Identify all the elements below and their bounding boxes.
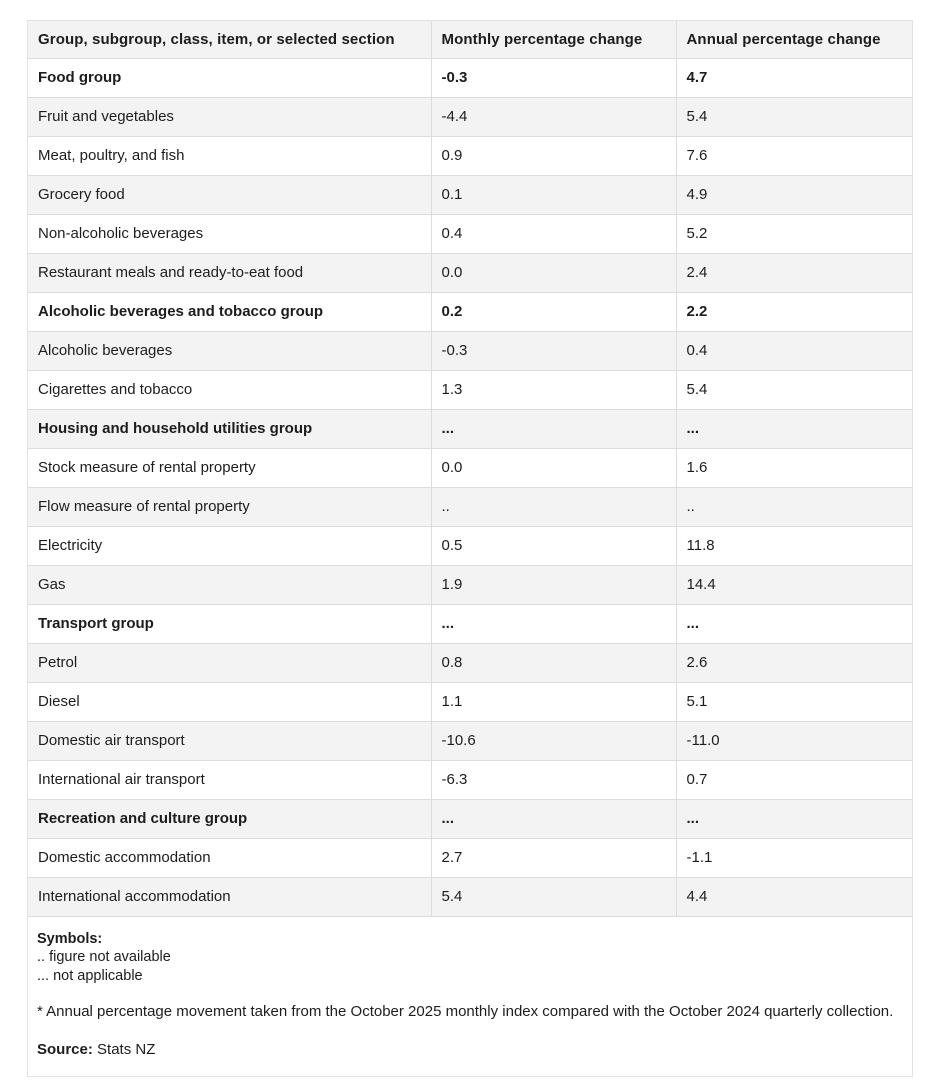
table-row xyxy=(28,799,912,838)
table-header xyxy=(28,21,912,58)
column-header-annual: Annual percentage change xyxy=(676,21,912,58)
table-row xyxy=(28,292,912,331)
symbol-legend-not-applicable: ... not applicable xyxy=(37,967,143,984)
cpi-table-container xyxy=(27,20,913,1077)
monthly-value-cell: 0.8 xyxy=(431,643,676,682)
row-label-cell: International air transport xyxy=(28,760,431,799)
footnotes-section xyxy=(28,917,912,1076)
row-label-cell: Housing and household utilities group xyxy=(28,409,431,448)
annual-value-cell: ... xyxy=(676,604,912,643)
row-label-cell: Alcoholic beverages xyxy=(28,331,431,370)
row-label-cell: Restaurant meals and ready-to-eat food xyxy=(28,253,431,292)
annual-value-cell: 5.4 xyxy=(676,370,912,409)
row-label-cell: Transport group xyxy=(28,604,431,643)
annual-value-cell: 0.7 xyxy=(676,760,912,799)
annual-value-cell: 5.1 xyxy=(676,682,912,721)
annual-value-cell: 1.6 xyxy=(676,448,912,487)
annual-value-cell: 2.6 xyxy=(676,643,912,682)
symbol-legend-figure-not-available: .. figure not available xyxy=(37,949,171,966)
annual-value-cell: 4.4 xyxy=(676,877,912,916)
row-label-cell: Diesel xyxy=(28,682,431,721)
monthly-value-cell: 0.4 xyxy=(431,214,676,253)
annual-value-cell: 5.4 xyxy=(676,97,912,136)
row-label-cell: Petrol xyxy=(28,643,431,682)
table-row xyxy=(28,604,912,643)
monthly-value-cell: 0.9 xyxy=(431,136,676,175)
row-label-cell: Domestic air transport xyxy=(28,721,431,760)
table-row xyxy=(28,448,912,487)
annual-value-cell: ... xyxy=(676,799,912,838)
row-label-cell: Domestic accommodation xyxy=(28,838,431,877)
monthly-value-cell: ... xyxy=(431,409,676,448)
table-row xyxy=(28,370,912,409)
annual-value-cell: -11.0 xyxy=(676,721,912,760)
table-row xyxy=(28,97,912,136)
row-label-cell: Meat, poultry, and fish xyxy=(28,136,431,175)
row-label-cell: Stock measure of rental property xyxy=(28,448,431,487)
annual-value-cell: 0.4 xyxy=(676,331,912,370)
row-label-cell: Fruit and vegetables xyxy=(28,97,431,136)
table-row xyxy=(28,838,912,877)
row-label-cell: Recreation and culture group xyxy=(28,799,431,838)
row-label-cell: Alcoholic beverages and tobacco group xyxy=(28,292,431,331)
monthly-value-cell: 1.9 xyxy=(431,565,676,604)
table-row xyxy=(28,682,912,721)
monthly-value-cell: 1.1 xyxy=(431,682,676,721)
annual-value-cell: 5.2 xyxy=(676,214,912,253)
source-label: Source: xyxy=(37,1041,93,1059)
annual-value-cell: 4.7 xyxy=(676,58,912,97)
monthly-value-cell: 0.1 xyxy=(431,175,676,214)
monthly-value-cell: -10.6 xyxy=(431,721,676,760)
monthly-value-cell: 0.5 xyxy=(431,526,676,565)
annual-value-cell: ... xyxy=(676,409,912,448)
header-row xyxy=(28,21,912,58)
monthly-value-cell: -0.3 xyxy=(431,331,676,370)
row-label-cell: Cigarettes and tobacco xyxy=(28,370,431,409)
monthly-value-cell: .. xyxy=(431,487,676,526)
row-label-cell: International accommodation xyxy=(28,877,431,916)
table-row xyxy=(28,877,912,916)
table-row xyxy=(28,331,912,370)
monthly-value-cell: 2.7 xyxy=(431,838,676,877)
annual-value-cell: 4.9 xyxy=(676,175,912,214)
table-row xyxy=(28,565,912,604)
annual-value-cell: 11.8 xyxy=(676,526,912,565)
annual-value-cell: -1.1 xyxy=(676,838,912,877)
monthly-value-cell: 0.0 xyxy=(431,253,676,292)
annual-value-cell: 2.4 xyxy=(676,253,912,292)
monthly-value-cell: -6.3 xyxy=(431,760,676,799)
annual-movement-footnote: * Annual percentage movement taken from the October 2025 monthly index compared with the October 2024 quarterly collection. xyxy=(37,1003,894,1021)
symbols-title: Symbols: xyxy=(37,930,103,947)
table-row xyxy=(28,760,912,799)
table-row xyxy=(28,526,912,565)
annual-value-cell: 2.2 xyxy=(676,292,912,331)
table-row xyxy=(28,409,912,448)
monthly-value-cell: 0.0 xyxy=(431,448,676,487)
row-label-cell: Food group xyxy=(28,58,431,97)
row-label-cell: Flow measure of rental property xyxy=(28,487,431,526)
table-row xyxy=(28,175,912,214)
table-body xyxy=(28,58,912,916)
table-row xyxy=(28,214,912,253)
monthly-value-cell: 1.3 xyxy=(431,370,676,409)
annual-value-cell: 14.4 xyxy=(676,565,912,604)
table-row xyxy=(28,487,912,526)
table-row xyxy=(28,58,912,97)
monthly-value-cell: ... xyxy=(431,799,676,838)
table-row xyxy=(28,643,912,682)
annual-value-cell: 7.6 xyxy=(676,136,912,175)
table-row xyxy=(28,136,912,175)
source-line xyxy=(37,1040,902,1059)
column-header-group: Group, subgroup, class, item, or selected section xyxy=(28,21,431,58)
table-row xyxy=(28,253,912,292)
annual-value-cell: .. xyxy=(676,487,912,526)
row-label-cell: Gas xyxy=(28,565,431,604)
row-label-cell: Grocery food xyxy=(28,175,431,214)
monthly-value-cell: 5.4 xyxy=(431,877,676,916)
row-label-cell: Electricity xyxy=(28,526,431,565)
cpi-percentage-change-table xyxy=(28,21,912,917)
column-header-monthly: Monthly percentage change xyxy=(431,21,676,58)
monthly-value-cell: -4.4 xyxy=(431,97,676,136)
table-row xyxy=(28,721,912,760)
source-value: Stats NZ xyxy=(92,1041,156,1059)
monthly-value-cell: ... xyxy=(431,604,676,643)
row-label-cell: Non-alcoholic beverages xyxy=(28,214,431,253)
monthly-value-cell: 0.2 xyxy=(431,292,676,331)
monthly-value-cell: -0.3 xyxy=(431,58,676,97)
